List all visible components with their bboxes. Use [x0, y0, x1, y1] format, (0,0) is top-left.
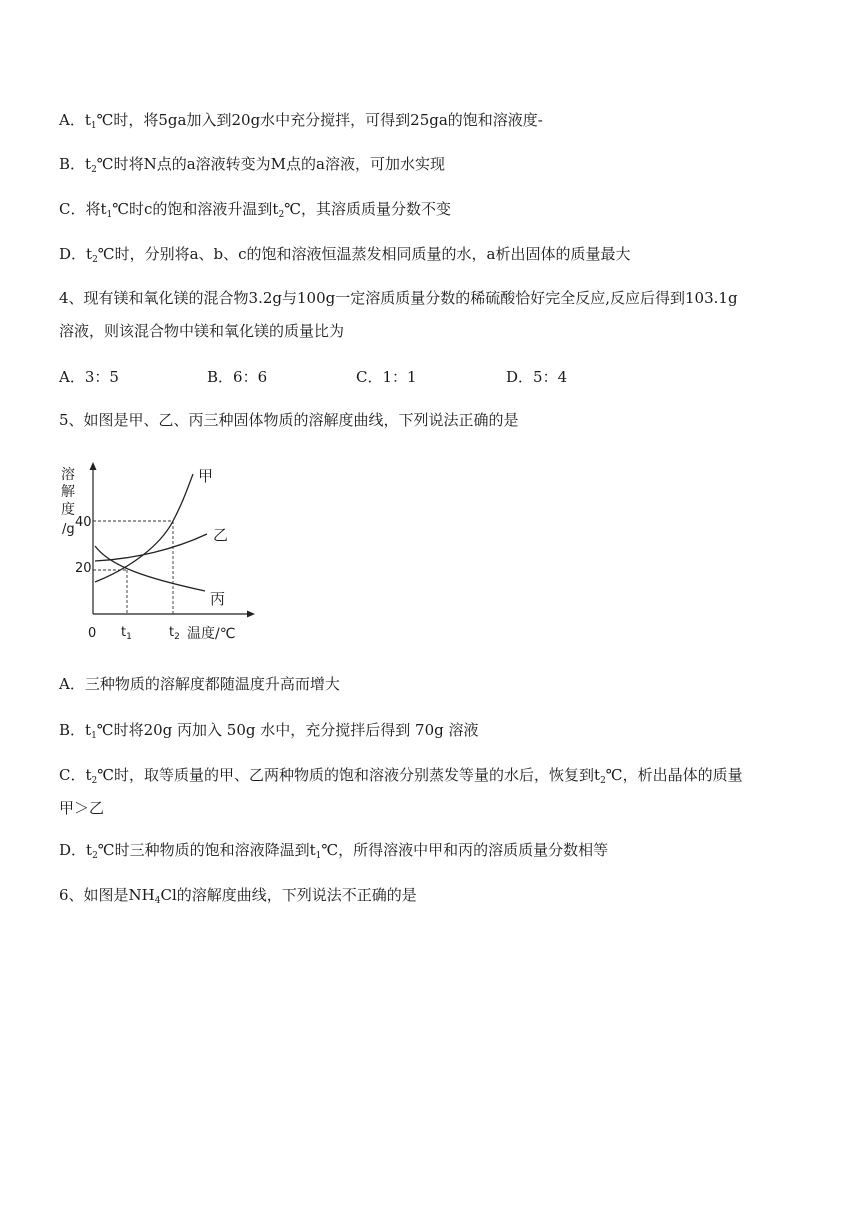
q4-option-a: A．3：5 [59, 368, 119, 386]
q4-stem-line1: 4、现有镁和氧化镁的混合物3.2g与100g一定溶质质量分数的稀硫酸恰好完全反应,反应后得到103.1g [59, 289, 738, 307]
ylabel-unit: /g [62, 522, 75, 537]
solubility-curve-figure [55, 456, 255, 646]
q3-option-a: A．$t_1℃$时，将5ga加入到20g水中充分搅拌，可得到25ga的饱和溶液度- [59, 111, 543, 131]
ytick-40: 40 [75, 515, 92, 530]
ylabel-char-2: 解 [61, 484, 75, 500]
q4-stem-line2: 溶液，则该混合物中镁和氧化镁的质量比为 [59, 322, 345, 340]
q5-option-c-line2: 甲＞乙 [59, 799, 105, 817]
q5-option-d: D．$t_2℃$时三种物质的饱和溶液降温到$t_1℃$，所得溶液中甲和丙的溶质质量分数相等 [59, 841, 609, 861]
q5-option-b: B．$t_1℃$时将20g 丙加入 50g 水中，充分搅拌后得到 70g 溶液 [59, 721, 479, 741]
q3-option-d: D．$t_2℃$时，分别将a、b、c的饱和溶液恒温蒸发相同质量的水，a析出固体的质量最大 [59, 245, 631, 265]
x-axis-arrow [247, 611, 255, 618]
q4-option-c: C．1：1 [356, 368, 417, 386]
q3-option-b: B．$t_2℃$时将N点的a溶液转变为M点的a溶液，可加水实现 [59, 155, 445, 175]
ytick-20: 20 [75, 561, 92, 576]
q4-option-d: D．5：4 [506, 368, 568, 386]
q5-option-a: A．三种物质的溶解度都随温度升高而增大 [59, 675, 340, 693]
q5-option-c-line1: C．$t_2℃$时，取等质量的甲、乙两种物质的饱和溶液分别蒸发等量的水后，恢复到$t_2℃$，析出晶体的质量 [59, 766, 743, 786]
series-label-bing: 丙 [210, 590, 226, 608]
xlabel: 温度/℃ [187, 626, 236, 642]
y-axis-arrow [90, 462, 97, 470]
xtick-t2: $t_2$ [169, 625, 180, 642]
curve-bing [95, 546, 205, 591]
q3-option-c: C．将$t_1℃$时c的饱和溶液升温到$t_2℃$，其溶质质量分数不变 [59, 200, 451, 220]
q5-stem: 5、如图是甲、乙、丙三种固体物质的溶解度曲线，下列说法正确的是 [59, 411, 519, 429]
origin-label: 0 [88, 626, 97, 641]
q4-options [59, 366, 759, 388]
curve-jia [95, 474, 193, 582]
q4-option-b: B．6：6 [207, 368, 268, 386]
ylabel-char-1: 溶 [61, 467, 75, 483]
series-label-jia: 甲 [198, 467, 214, 485]
series-label-yi: 乙 [213, 526, 229, 544]
q6-stem: 6、如图是$NH_4Cl$的溶解度曲线，下列说法不正确的是 [59, 886, 417, 906]
xtick-t1: $t_1$ [121, 625, 132, 642]
ylabel-char-3: 度 [61, 502, 75, 518]
